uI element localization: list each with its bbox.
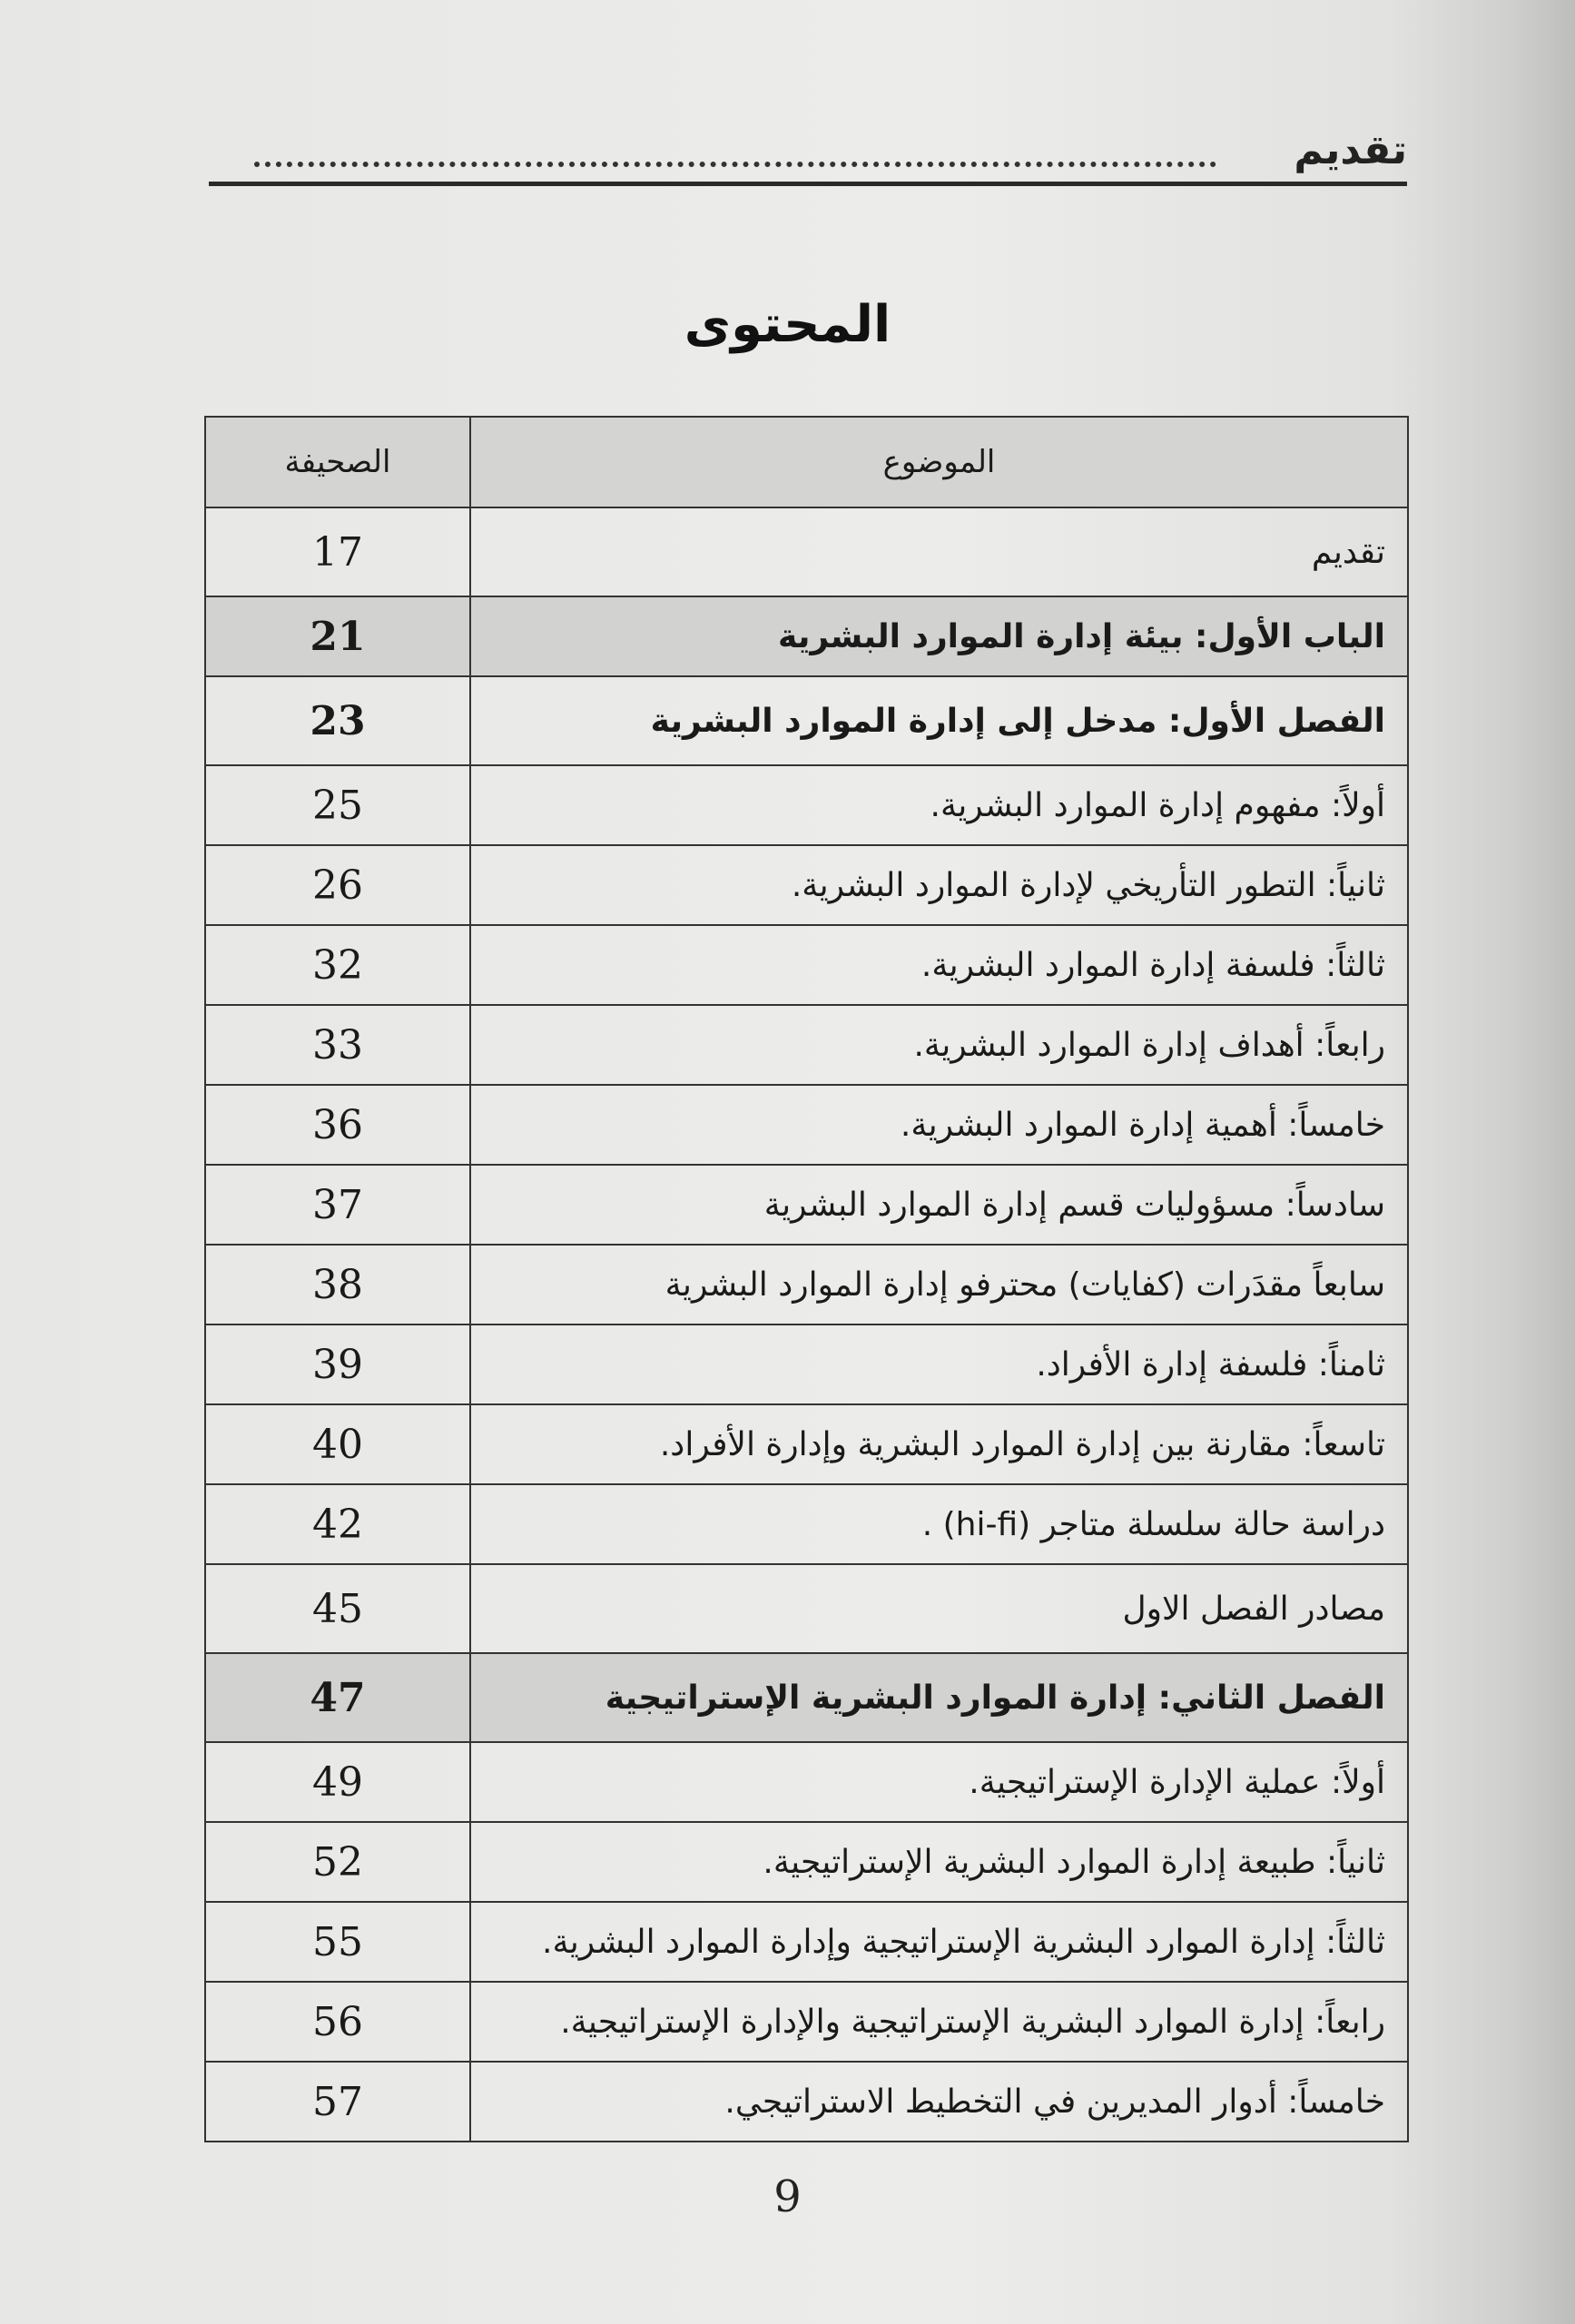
column-header-topic: الموضوع [470, 417, 1408, 507]
running-header [209, 127, 1407, 191]
toc-entry-topic: أولاً: مفهوم إدارة الموارد البشرية. [470, 765, 1408, 845]
toc-entry-topic: سادساً: مسؤوليات قسم إدارة الموارد البشرية [470, 1165, 1408, 1245]
toc-entry-page: 17 [205, 507, 470, 596]
table-row [205, 676, 1408, 765]
header-title: تقديم [1294, 127, 1407, 173]
toc-entry-page: 56 [205, 1982, 470, 2062]
toc-entry-page: 40 [205, 1404, 470, 1484]
toc-entry-page: 33 [205, 1005, 470, 1085]
table-row [205, 1982, 1408, 2062]
table-row [205, 1165, 1408, 1245]
table-row [205, 1564, 1408, 1653]
toc-entry-page: 38 [205, 1245, 470, 1324]
table-row [205, 1653, 1408, 1742]
table-row [205, 1404, 1408, 1484]
toc-entry-topic: ثانياً: طبيعة إدارة الموارد البشرية الإستراتيجية. [470, 1822, 1408, 1902]
toc-entry-topic: ثالثاً: فلسفة إدارة الموارد البشرية. [470, 925, 1408, 1005]
toc-entry-topic: تاسعاً: مقارنة بين إدارة الموارد البشرية وإدارة الأفراد. [470, 1404, 1408, 1484]
table-row [205, 2062, 1408, 2142]
toc-entry-topic: مصادر الفصل الاول [470, 1564, 1408, 1653]
toc-entry-page: 45 [205, 1564, 470, 1653]
table-row [205, 1245, 1408, 1324]
column-header-page: الصحيفة [205, 417, 470, 507]
toc-entry-page: 21 [205, 596, 470, 676]
toc-entry-topic: ثانياً: التطور التأريخي لإدارة الموارد البشرية. [470, 845, 1408, 925]
header-rule [209, 182, 1407, 186]
toc-entry-page: 57 [205, 2062, 470, 2142]
toc-entry-topic: أولاً: عملية الإدارة الإستراتيجية. [470, 1742, 1408, 1822]
toc-entry-topic: خامساً: أدوار المديرين في التخطيط الاستراتيجي. [470, 2062, 1408, 2142]
toc-entry-page: 49 [205, 1742, 470, 1822]
toc-entry-topic: الفصل الثاني: إدارة الموارد البشرية الإستراتيجية [470, 1653, 1408, 1742]
toc-entry-topic: تقديم [470, 507, 1408, 596]
toc-entry-topic: سابعاً مقدَرات (كفايات) محترفو إدارة الموارد البشرية [470, 1245, 1408, 1324]
table-row [205, 1822, 1408, 1902]
toc-entry-topic: خامساً: أهمية إدارة الموارد البشرية. [470, 1085, 1408, 1165]
table-row [205, 596, 1408, 676]
page-number: 9 [773, 2171, 802, 2222]
toc-entry-page: 23 [205, 676, 470, 765]
toc-title: المحتوى [684, 295, 891, 354]
toc-entry-topic: ثامناً: فلسفة إدارة الأفراد. [470, 1324, 1408, 1404]
toc-entry-page: 37 [205, 1165, 470, 1245]
table-row [205, 1005, 1408, 1085]
toc-entry-page: 36 [205, 1085, 470, 1165]
table-row [205, 765, 1408, 845]
toc-entry-page: 26 [205, 845, 470, 925]
toc-entry-topic: رابعاً: إدارة الموارد البشرية الإستراتيجية والإدارة الإستراتيجية. [470, 1982, 1408, 2062]
table-row [205, 845, 1408, 925]
table-row [205, 1902, 1408, 1982]
toc-entry-topic: الفصل الأول: مدخل إلى إدارة الموارد البشرية [470, 676, 1408, 765]
toc-entry-topic: دراسة حالة سلسلة متاجر (hi-fi) . [470, 1484, 1408, 1564]
toc-entry-page: 55 [205, 1902, 470, 1982]
toc-entry-topic: الباب الأول: بيئة إدارة الموارد البشرية [470, 596, 1408, 676]
table-row [205, 1324, 1408, 1404]
toc-entry-page: 25 [205, 765, 470, 845]
table-row [205, 1085, 1408, 1165]
table-row [205, 1484, 1408, 1564]
table-row [205, 925, 1408, 1005]
toc-entry-page: 39 [205, 1324, 470, 1404]
header-dotted-leader [254, 162, 1216, 167]
toc-entry-topic: ثالثاً: إدارة الموارد البشرية الإستراتيجية وإدارة الموارد البشرية. [470, 1902, 1408, 1982]
toc-entry-topic: رابعاً: أهداف إدارة الموارد البشرية. [470, 1005, 1408, 1085]
toc-entry-page: 32 [205, 925, 470, 1005]
table-row [205, 507, 1408, 596]
toc-table [204, 416, 1409, 2142]
toc-entry-page: 52 [205, 1822, 470, 1902]
toc-entry-page: 47 [205, 1653, 470, 1742]
toc-entry-page: 42 [205, 1484, 470, 1564]
table-row [205, 1742, 1408, 1822]
